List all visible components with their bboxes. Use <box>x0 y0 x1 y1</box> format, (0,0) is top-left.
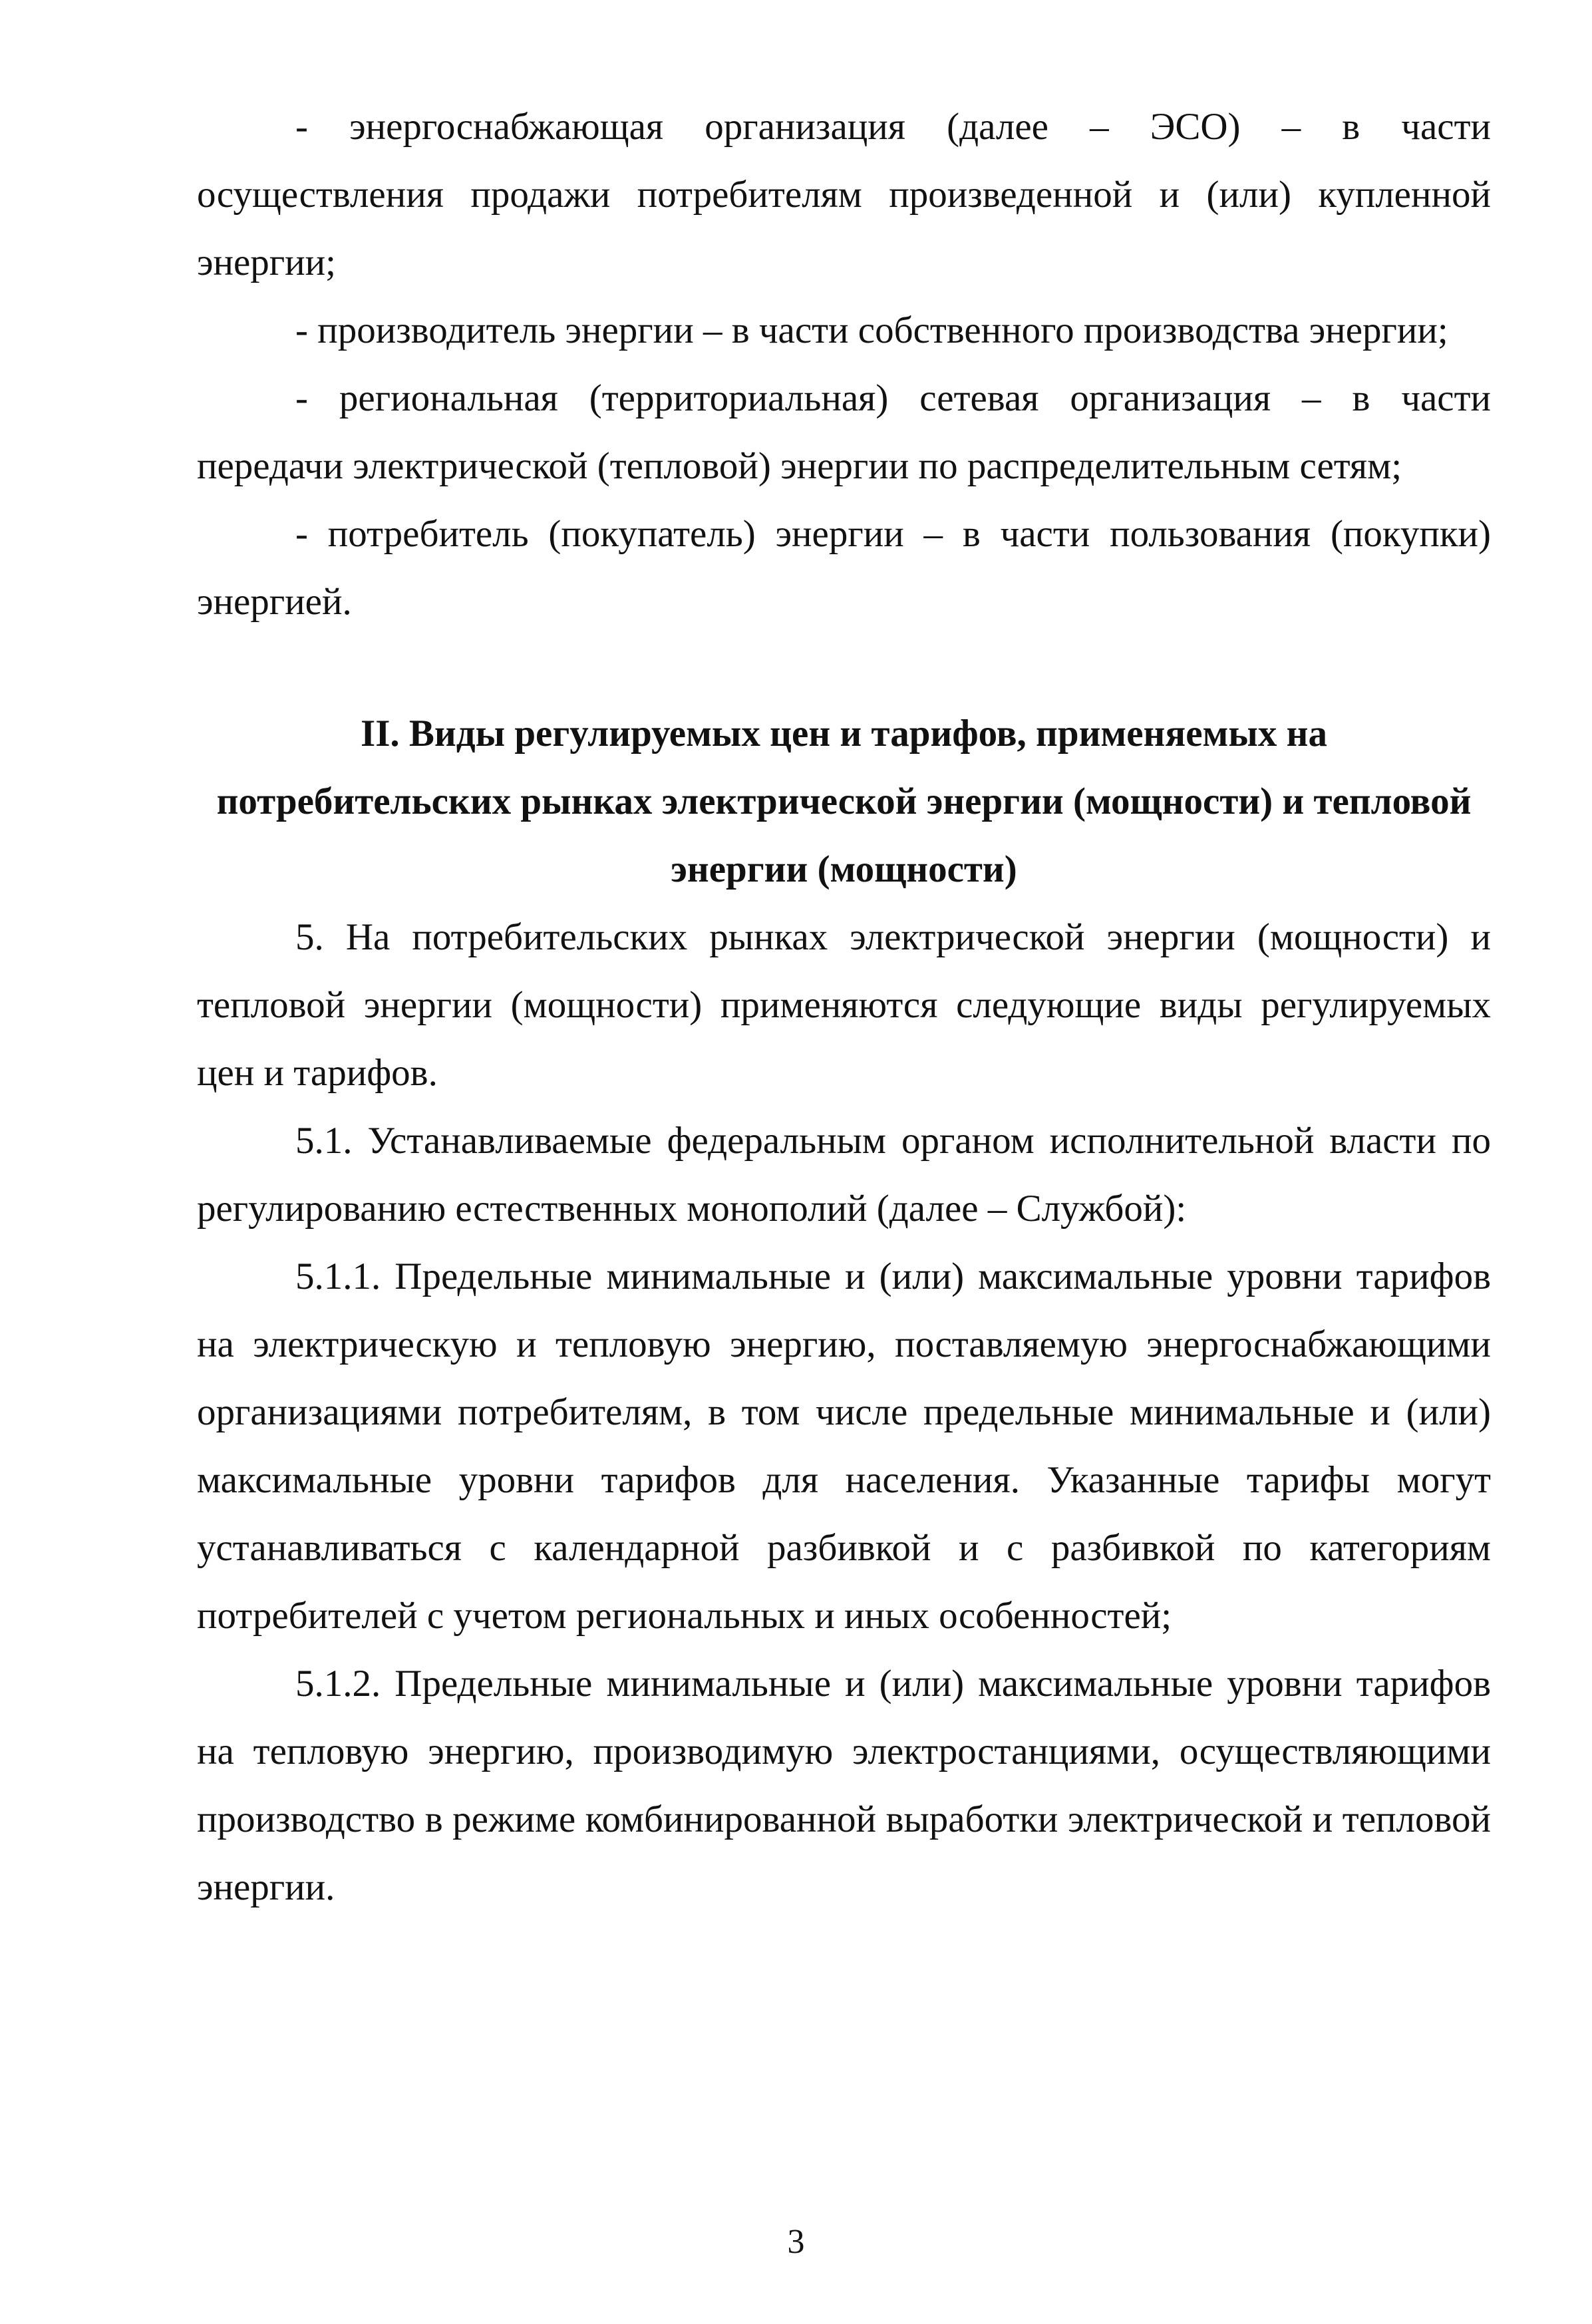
paragraph-eso: - энергоснабжающая организация (далее – ЭСО) – в части осуществления продажи потребителям произведенной и (или) купленной энергии; <box>197 106 1491 283</box>
section-heading-line-1: II. Виды регулируемых цен и тарифов, применяемых на <box>361 713 1327 754</box>
section-heading <box>197 700 1491 904</box>
page-number: 3 <box>787 2223 805 2261</box>
paragraph-producer: - производитель энергии – в части собственного производства энергии; <box>295 309 1448 351</box>
paragraph-5-1-2: 5.1.2. Предельные минимальные и (или) максимальные уровни тарифов на тепловую энергию, производимую электростанциями, осуществляющими производство в режиме комбинированной выработки электрической и тепловой энергии. <box>197 1663 1491 1908</box>
section-heading-line-2: потребительских рынках электрической энергии (мощности) и тепловой <box>216 780 1472 822</box>
paragraph-5-1-1: 5.1.1. Предельные минимальные и (или) максимальные уровни тарифов на электрическую и тепловую энергию, поставляемую энергоснабжающими организациями потребителям, в том числе предельные минимальные и (или) максимальные уровни тарифов для населения. Указанные тарифы могут устанавливаться с календарной разбивкой и с разбивкой по категориям потребителей с учетом региональных и иных особенностей; <box>197 1255 1491 1637</box>
paragraph-network-org: - региональная (территориальная) сетевая организация – в части передачи электрической (тепловой) энергии по распределительным сетям; <box>197 377 1491 487</box>
section-heading-line-3: энергии (мощности) <box>671 848 1017 890</box>
paragraph-5: 5. На потребительских рынках электрической энергии (мощности) и тепловой энергии (мощности) применяются следующие виды регулируемых цен и тарифов. <box>197 916 1491 1094</box>
paragraph-consumer: - потребитель (покупатель) энергии – в части пользования (покупки) энергией. <box>197 513 1491 623</box>
paragraph-5-1: 5.1. Устанавливаемые федеральным органом исполнительной власти по регулированию естественных монополий (далее – Службой): <box>197 1120 1491 1230</box>
document-text <box>197 93 1491 1921</box>
